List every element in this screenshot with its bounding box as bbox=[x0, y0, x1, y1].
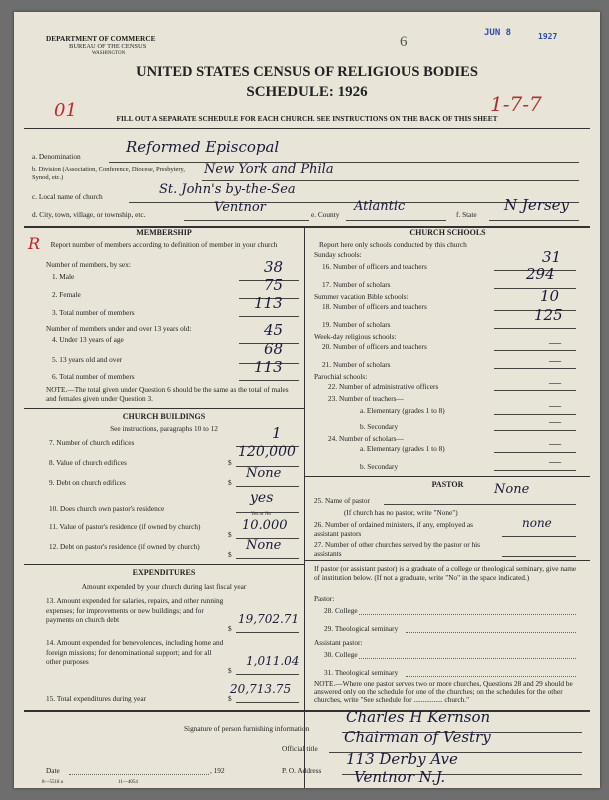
bureau-label: BUREAU OF THE CENSUS bbox=[69, 43, 147, 50]
form-number: 8—5518 a bbox=[42, 780, 63, 785]
q3-value: 113 bbox=[254, 294, 283, 312]
q20-value: — bbox=[549, 335, 561, 349]
q12-label: 12. Debt on pastor's residence (if owned by church) bbox=[49, 542, 200, 551]
schedule-title: SCHEDULE: 1926 bbox=[246, 84, 368, 100]
instructions-line: FILL OUT A SEPARATE SCHEDULE FOR EACH CHURCH. SEE INSTRUCTIONS ON THE BACK OF THIS SHEET bbox=[116, 114, 498, 123]
q14-label: 14. Amount expended for benevolences, including home and foreign missions; for denominational support; and for all other purposes bbox=[46, 638, 224, 666]
rule bbox=[305, 560, 590, 561]
q13-line bbox=[236, 632, 299, 633]
q19-label: 19. Number of scholars bbox=[322, 320, 391, 329]
print-number: 11—4054 bbox=[118, 780, 138, 785]
q12-value: None bbox=[246, 538, 282, 553]
q20-label: 20. Number of officers and teachers bbox=[322, 342, 427, 351]
county-label: e. County bbox=[311, 210, 340, 219]
yes-or-no-hint: Yes or No bbox=[251, 512, 272, 517]
q15-label: 15. Total expenditures during year bbox=[46, 694, 147, 703]
date-year: , 192 bbox=[210, 766, 225, 775]
sunday-label: Sunday schools: bbox=[314, 250, 362, 259]
po-address-label: P. O. Address bbox=[282, 766, 322, 775]
q24a-line bbox=[494, 452, 576, 453]
q7-label: 7. Number of church edifices bbox=[49, 438, 135, 447]
summer-label: Summer vacation Bible schools: bbox=[314, 292, 409, 301]
q30-label: 30. College bbox=[324, 650, 358, 659]
q5-label: 5. 13 years old and over bbox=[52, 355, 123, 364]
denomination-line bbox=[109, 162, 579, 163]
city-label: d. City, town, village, or township, etc. bbox=[32, 210, 146, 219]
q29-line bbox=[406, 632, 576, 633]
state-line bbox=[489, 220, 579, 221]
q24b-value: — bbox=[549, 454, 561, 468]
q6-value: 113 bbox=[254, 358, 283, 376]
q2-value: 75 bbox=[264, 276, 284, 294]
q23-label: 23. Number of teachers— bbox=[328, 394, 404, 403]
q1-value: 38 bbox=[264, 258, 284, 276]
q23b-label: b. Secondary bbox=[360, 422, 399, 431]
q31-line bbox=[406, 676, 576, 677]
q11-value: 10.000 bbox=[242, 518, 288, 533]
received-stamp-date: JUN 8 bbox=[484, 28, 512, 38]
date-line bbox=[69, 774, 209, 775]
official-title-label: Official title bbox=[282, 744, 318, 753]
county-line bbox=[346, 220, 446, 221]
q6-line bbox=[239, 380, 299, 381]
q3-line bbox=[239, 316, 299, 317]
q26-value: none bbox=[522, 516, 552, 530]
q27-line bbox=[502, 556, 576, 557]
q21-label: 21. Number of scholars bbox=[322, 360, 391, 369]
dollar-sign: $ bbox=[228, 694, 232, 703]
dollar-sign: $ bbox=[228, 666, 232, 675]
expenditures-sub: Amount expended by your church during last fiscal year bbox=[81, 582, 247, 591]
red-code: 01 bbox=[54, 100, 77, 121]
date-label: Date bbox=[46, 766, 60, 775]
q24b-label: b. Secondary bbox=[360, 462, 399, 471]
q23a-label: a. Elementary (grades 1 to 8) bbox=[360, 406, 445, 415]
expenditures-heading: EXPENDITURES bbox=[132, 568, 196, 577]
dollar-sign: $ bbox=[228, 624, 232, 633]
q3-label: 3. Total number of members bbox=[52, 308, 135, 317]
signature-value: Charles H Kernson bbox=[346, 708, 491, 726]
city-line bbox=[184, 220, 309, 221]
received-stamp-year: 1927 bbox=[538, 32, 558, 41]
q24a-label: a. Elementary (grades 1 to 8) bbox=[360, 444, 445, 453]
membership-note: NOTE.—The total given under Question 6 should be the same as the total of males and females given under Question 3. bbox=[46, 385, 289, 403]
q21-line bbox=[494, 368, 576, 369]
q22-line bbox=[494, 390, 576, 391]
q13-label: 13. Amount expended for salaries, repairs, and other running expenses; for improvements or new buildings; and for payments on church debt bbox=[46, 596, 224, 624]
city-label: WASHINGTON bbox=[92, 51, 126, 56]
q18-value: 10 bbox=[540, 287, 560, 305]
q24a-value: — bbox=[549, 436, 561, 450]
q14-value: 1,011.04 bbox=[246, 654, 300, 668]
q15-line bbox=[236, 702, 299, 703]
margin-mark-r: R bbox=[28, 234, 41, 253]
census-schedule-sheet bbox=[14, 12, 600, 788]
schools-heading: CHURCH SCHOOLS bbox=[409, 228, 486, 237]
division-label: b. Division (Association, Conference, Diocese, Presbytery, Synod, etc.) bbox=[32, 166, 186, 181]
parochial-label: Parochial schools: bbox=[314, 372, 368, 381]
signature-label: Signature of person furnishing information bbox=[184, 724, 310, 733]
q15-value: 20,713.75 bbox=[230, 682, 292, 696]
membership-intro: Report number of members according to definition of member in your church bbox=[50, 240, 278, 249]
q31-label: 31. Theological seminary bbox=[324, 668, 399, 677]
q21-value: — bbox=[549, 353, 561, 367]
po-address-value: 113 Derby Ave bbox=[346, 750, 458, 768]
q1-label: 1. Male bbox=[52, 272, 75, 281]
pastor-heading: PASTOR bbox=[431, 480, 464, 489]
q23a-line bbox=[494, 414, 576, 415]
q11-label: 11. Value of pastor's residence (if owned by church) bbox=[49, 522, 201, 531]
q6-label: 6. Total number of members bbox=[52, 372, 135, 381]
q9-label: 9. Debt on church edifices bbox=[49, 478, 126, 487]
assistant-sublabel: Assistant pastor: bbox=[314, 638, 363, 647]
q28-line bbox=[359, 614, 576, 615]
denomination-value: Reformed Episcopal bbox=[126, 138, 280, 156]
q16-value: 31 bbox=[542, 248, 562, 266]
q18-label: 18. Number of officers and teachers bbox=[322, 302, 427, 311]
q27-label: 27. Number of other churches served by the pastor or his assistants bbox=[314, 540, 480, 558]
q29-label: 29. Theological seminary bbox=[324, 624, 399, 633]
dollar-sign: $ bbox=[228, 458, 232, 467]
q8-label: 8. Value of church edifices bbox=[49, 458, 127, 467]
q10-label: 10. Does church own pastor's residence bbox=[49, 504, 165, 513]
grid-bottom-rule bbox=[24, 710, 590, 712]
q23b-line bbox=[494, 430, 576, 431]
q20-line bbox=[494, 350, 576, 351]
q25-label: 25. Name of pastor bbox=[314, 496, 370, 505]
q24b-line bbox=[494, 470, 576, 471]
rule bbox=[305, 476, 590, 477]
denomination-label: a. Denomination bbox=[32, 152, 81, 161]
q25-note: (If church has no pastor, write "None") bbox=[344, 508, 458, 517]
q8-value: 120,000 bbox=[238, 444, 296, 460]
weekday-label: Week-day religious schools: bbox=[314, 332, 397, 341]
division-line bbox=[202, 180, 579, 181]
state-value: N Jersey bbox=[504, 196, 570, 214]
q25-line bbox=[384, 504, 576, 505]
q14-line bbox=[236, 674, 299, 675]
by-age-label: Number of members under and over 13 years old: bbox=[46, 324, 192, 333]
q4-value: 45 bbox=[264, 321, 284, 339]
q5-value: 68 bbox=[264, 340, 284, 358]
county-value: Atlantic bbox=[354, 199, 406, 214]
grid-divider bbox=[304, 226, 305, 788]
buildings-heading: CHURCH BUILDINGS bbox=[122, 412, 206, 421]
q12-line bbox=[236, 558, 299, 559]
q19-value: 125 bbox=[534, 306, 563, 324]
official-title-value: Chairman of Vestry bbox=[344, 728, 491, 746]
q17-value: 294 bbox=[526, 265, 555, 283]
q2-label: 2. Female bbox=[52, 290, 81, 299]
dollar-sign: $ bbox=[228, 530, 232, 539]
q7-value: 1 bbox=[272, 424, 282, 442]
local-name-label: c. Local name of church bbox=[32, 192, 103, 201]
q26-line bbox=[502, 536, 576, 537]
q22-label: 22. Number of administrative officers bbox=[328, 382, 439, 391]
q17-label: 17. Number of scholars bbox=[322, 280, 391, 289]
q4-label: 4. Under 13 years of age bbox=[52, 335, 124, 344]
q19-line bbox=[494, 328, 576, 329]
q22-value: — bbox=[549, 375, 561, 389]
q28-label: 28. College bbox=[324, 606, 358, 615]
q23b-value: — bbox=[549, 414, 561, 428]
local-name-value: St. John's by-the-Sea bbox=[159, 182, 296, 197]
stamp-number: 6 bbox=[400, 34, 408, 50]
q17-line bbox=[494, 288, 576, 289]
q25-value: None bbox=[494, 482, 530, 497]
by-sex-label: Number of members, by sex: bbox=[46, 260, 131, 269]
q24-label: 24. Number of scholars— bbox=[328, 434, 404, 443]
dollar-sign: $ bbox=[228, 550, 232, 559]
graduate-instructions: If pastor (or assistant pastor) is a graduate of a college or theological seminary, give name of institution below. (If not a graduate, write "No" in the space indicated.) bbox=[314, 564, 577, 582]
city-value: Ventnor bbox=[214, 200, 266, 215]
department-label: DEPARTMENT OF COMMERCE bbox=[46, 34, 156, 43]
membership-heading: MEMBERSHIP bbox=[136, 228, 192, 237]
batch-code: 1-7-7 bbox=[490, 92, 542, 116]
schools-intro: Report here only schools conducted by this church bbox=[319, 240, 467, 249]
form-title: UNITED STATES CENSUS OF RELIGIOUS BODIES bbox=[136, 64, 478, 80]
q30-line bbox=[359, 658, 576, 659]
pastor-sublabel: Pastor: bbox=[314, 594, 335, 603]
po-address-city: Ventnor N.J. bbox=[354, 768, 446, 786]
q13-value: 19,702.71 bbox=[238, 612, 300, 626]
q26-label: 26. Number of ordained ministers, if any, employed as assistant pastors bbox=[314, 520, 474, 538]
dollar-sign: $ bbox=[228, 478, 232, 487]
q10-value: yes bbox=[250, 490, 274, 506]
state-label: f. State bbox=[456, 210, 477, 219]
pastor-note: NOTE.—Where one pastor serves two or more churches, Questions 28 and 29 should be answered only on the schedule for one of the churches; on the schedules for the other churches, write "See schedule for ................ church." bbox=[314, 679, 573, 705]
q9-line bbox=[236, 486, 299, 487]
rule bbox=[24, 564, 304, 565]
q16-label: 16. Number of officers and teachers bbox=[322, 262, 427, 271]
rule bbox=[24, 408, 304, 409]
q9-value: None bbox=[246, 466, 282, 481]
buildings-sub: See instructions, paragraphs 10 to 12 bbox=[110, 424, 218, 433]
division-value: New York and Phila bbox=[204, 162, 334, 177]
q23a-value: — bbox=[549, 398, 561, 412]
rule bbox=[24, 128, 590, 129]
